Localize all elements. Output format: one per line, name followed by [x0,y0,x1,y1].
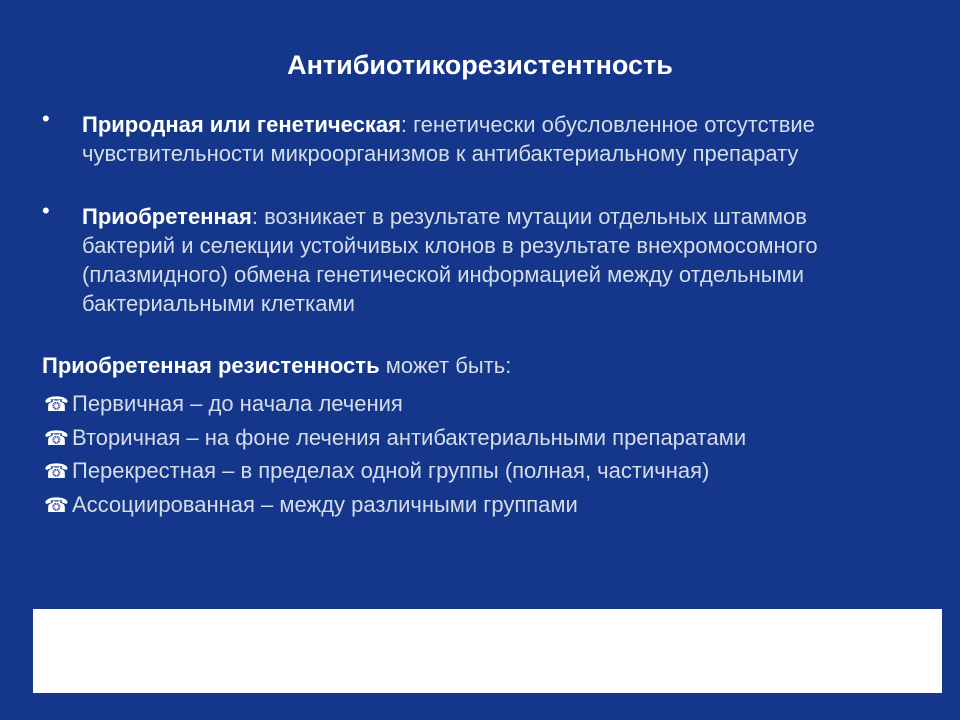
list-item [44,456,924,487]
bullet-text [82,110,882,168]
slide-title: Антибиотикорезистентность [287,50,673,80]
telephone-icon: ☎ [44,461,69,483]
bullet-definition: : генетически обусловленное отсутствие чувствительности микроорганизмов к антибактериальному препарату [82,112,815,166]
bullet-dot-icon: • [42,198,50,223]
list-item-text: Вторичная – на фоне лечения антибактериальными препаратами [72,425,747,450]
telephone-icon: ☎ [44,495,69,517]
acquired-heading-term: Приобретенная резистенность [42,353,380,378]
list-item-text: Перекрестная – в пределах одной группы (полная, частичная) [72,458,710,483]
list-item-text: Ассоциированная – между различными группами [72,492,578,517]
list-item [44,490,924,521]
bullet-dot-icon: • [42,106,50,131]
bullet-text [82,202,882,318]
list-item-text: Первичная – до начала лечения [72,391,403,416]
footer-box [33,609,942,693]
list-item [44,389,924,420]
telephone-icon: ☎ [44,428,69,450]
acquired-heading [42,353,511,379]
list-item [44,423,924,454]
telephone-icon: ☎ [44,394,69,416]
bullet-term: Приобретенная [82,204,252,229]
bullet-term: Природная или генетическая [82,112,401,137]
acquired-heading-text: может быть: [379,353,512,378]
bullet-definition: : возникает в результате мутации отдельных штаммов бактерий и селекции устойчивых клонов в результате внехромосомного (плазмидного) обмена генетической информацией между отдельными бактериальными клетками [82,204,818,316]
